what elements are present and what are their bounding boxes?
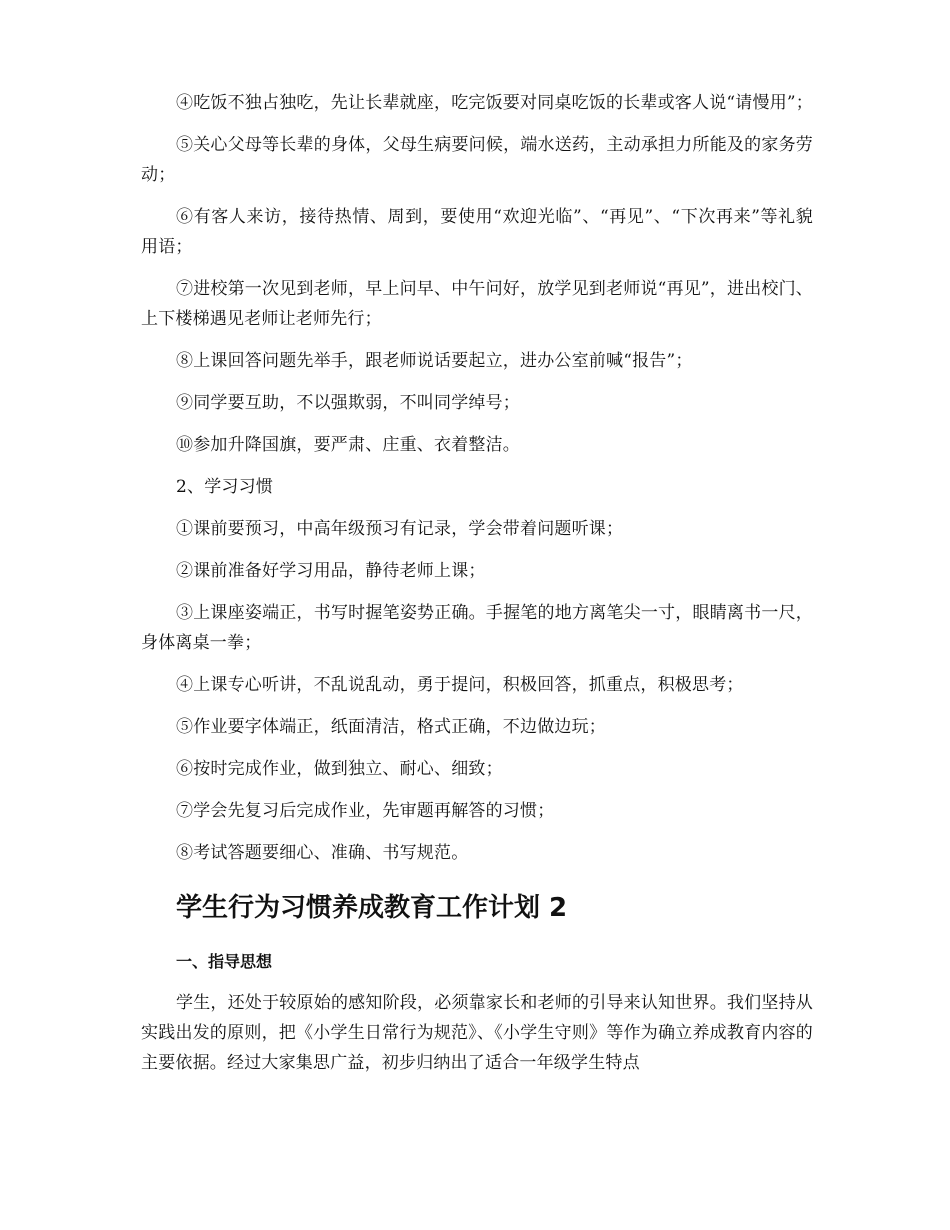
paragraph-item-10-flag: ⑩参加升降国旗，要严肃、庄重、衣着整洁。 [176,435,520,455]
paragraph-item-7-greet-teacher: ⑦进校第一次见到老师，早上问早、中午问好，放学见到老师说“再见”，进出校门、上下楼梯遇见老师让老师先行； [141,279,813,329]
paragraph-study-5: ⑤作业要字体端正，纸面清洁，格式正确，不边做边玩； [176,717,606,737]
paragraph-item-9-classmates: ⑨同学要互助，不以强欺弱，不叫同学绰号； [176,393,520,413]
subsection-heading: 一、指导思想 [176,952,273,971]
section-heading: 学生行为习惯养成教育工作计划 2 [176,893,568,923]
paragraph-item-5-care-parents: ⑤关心父母等长辈的身体，父母生病要问候，端水送药，主动承担力所能及的家务劳动； [141,135,813,185]
paragraph-study-7: ⑦学会先复习后完成作业，先审题再解答的习惯； [176,801,555,821]
paragraph-item-6-guests: ⑥有客人来访，接待热情、周到，要使用“欢迎光临”、“再见”、“下次再来”等礼貌用语； [141,207,813,257]
paragraph-study-3: ③上课座姿端正，书写时握笔姿势正确。手握笔的地方离笔尖一寸，眼睛离书一尺，身体离桌一拳； [141,603,813,653]
closing-paragraph: 学生，还处于较原始的感知阶段，必须靠家长和老师的引导来认知世界。我们坚持从实践出发的原则，把《小学生日常行为规范》、《小学生守则》等作为确立养成教育内容的主要依据。经过大家集思广益，初步归纳出了适合一年级学生特点 [141,993,813,1073]
paragraph-item-4-dining: ④吃饭不独占独吃，先让长辈就座，吃完饭要对同桌吃饭的长辈或客人说“请慢用”； [176,93,813,113]
section-label-study-habits: 2、学习习惯 [176,477,274,497]
paragraph-study-8: ⑧考试答题要细心、准确、书写规范。 [176,843,469,863]
paragraph-study-4: ④上课专心听讲，不乱说乱动，勇于提问，积极回答，抓重点，积极思考； [176,675,744,695]
paragraph-study-6: ⑥按时完成作业，做到独立、耐心、细致； [176,759,503,779]
paragraph-study-2: ②课前准备好学习用品，静待老师上课； [176,561,486,581]
paragraph-item-8-classroom: ⑧上课回答问题先举手，跟老师说话要起立，进办公室前喊“报告”； [176,351,693,371]
paragraph-study-1: ①课前要预习，中高年级预习有记录，学会带着问题听课； [176,519,624,539]
document-page [141,88,813,1090]
